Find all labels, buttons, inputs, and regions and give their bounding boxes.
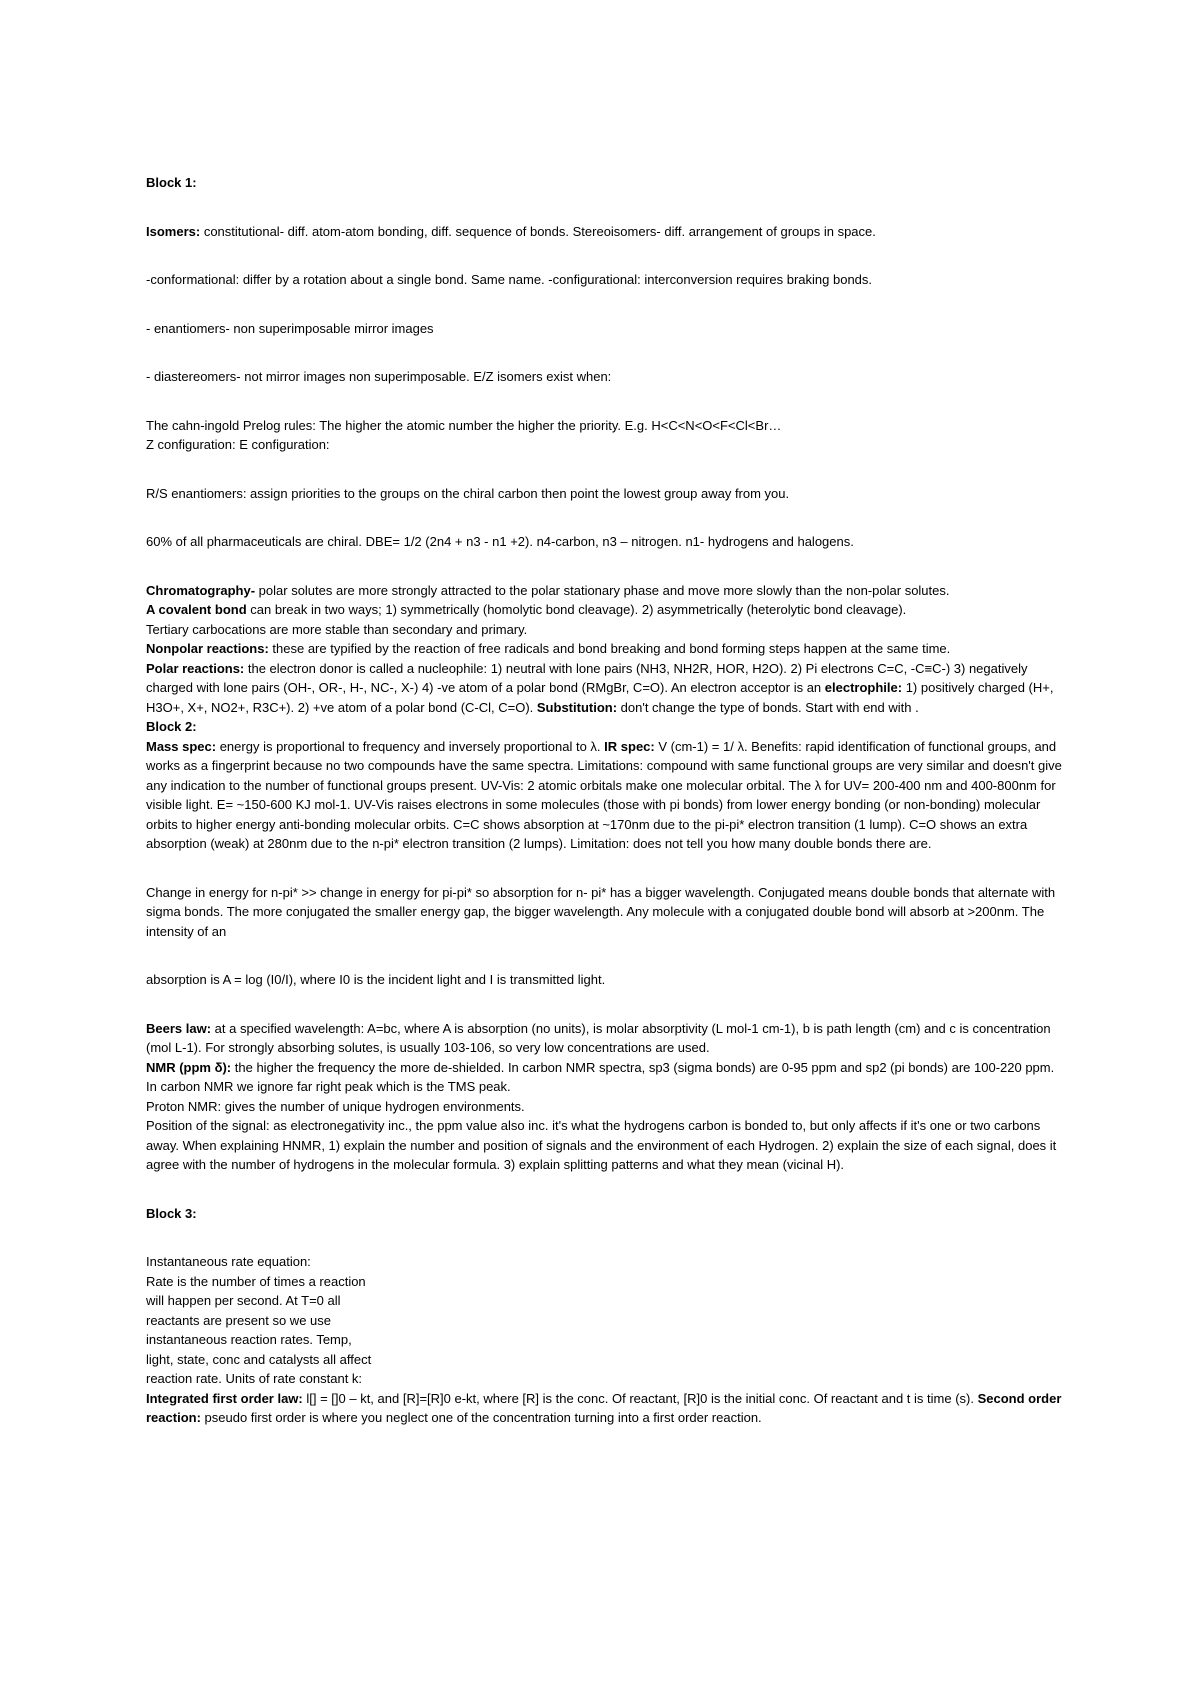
rate-equation-block bbox=[146, 1252, 406, 1389]
beers-law-paragraph: Beers law: at a specified wavelength: A=bc, where A is absorption (no units), is molar absorptivity (L mol-1 cm-1), b is path length (cm) and c is concentration (mol L-1). For strongly absorbing solutes, is usually 103-106, so very low concentrations are used. bbox=[146, 1020, 1051, 1055]
chromatography-paragraph: Chromatography- polar solutes are more strongly attracted to the polar stationary phase and move more slowly than the non-polar solutes. bbox=[146, 582, 950, 598]
conjugation-paragraph: Change in energy for n-pi* >> change in energy for pi-pi* so absorption for n- pi* has a bigger wavelength. Conjugated means double bonds that alternate with sigma bonds. The more conjugated the smaller energy gap, the bigger wavelength. Any molecule with a conjugated double bond will absorb at >200nm. The intensity of an bbox=[146, 884, 1056, 939]
polar-term: Polar reactions: bbox=[146, 660, 245, 676]
mass-spec-term: Mass spec: bbox=[146, 738, 217, 754]
dbe-paragraph: 60% of all pharmaceuticals are chiral. DBE= 1/2 (2n4 + n3 - n1 +2). n4-carbon, n3 – nitrogen. n1- hydrogens and halogens. bbox=[146, 534, 854, 549]
covalent-bond-paragraph: A covalent bond can break in two ways; 1) symmetrically (homolytic bond cleavage). 2) asymmetrically (heterolytic bond cleavage). bbox=[146, 602, 907, 617]
z-configuration-paragraph: Z configuration: E configuration: bbox=[146, 437, 330, 452]
rs-enantiomers-paragraph: R/S enantiomers: assign priorities to the groups on the chiral carbon then point the lowest group away from you. bbox=[146, 485, 790, 501]
nmr-term: NMR (ppm δ): bbox=[146, 1059, 232, 1075]
block1-heading: Block 1: bbox=[146, 175, 197, 190]
spectroscopy-paragraph: Mass spec: energy is proportional to frequency and inversely proportional to λ. IR spec: V (cm-1) = 1/ λ. Benefits: rapid identification of functional groups, and works as a fingerprint because no two compounds have the same spectra. Limitations: compound with same functional groups are very similar and doesn't give any indication to the number of functional groups present. UV-Vis: 2 atomic orbitals make one molecular orbital. The λ for UV= 200-400 nm and 400-800nm for visible light. E= ~150-600 KJ mol-1. UV-Vis raises electrons in some molecules (those with pi bonds) from lower energy bonding (or non-bonding) molecular orbits to higher energy anti-bonding molecular orbits. C=C shows absorption at ~170nm due to the pi-pi* electron transition (1 lump). C=O shows an extra absorption (weak) at 280nm due to the n-pi* electron transition (2 lumps). Limitation: does not tell you how many double bonds there are. bbox=[146, 738, 1062, 851]
integrated-law-paragraph: Integrated first order law: l[] = []0 – kt, and [R]=[R]0 e-kt, where [R] is the conc. Of reactant, [R]0 is the initial conc. Of reactant and t is time (s). Second order reaction: pseudo first order is where you neglect one of the concentration turning into a first order reaction. bbox=[146, 1390, 1062, 1425]
signal-position-paragraph: Position of the signal: as electronegativity inc., the ppm value also inc. it's what the hydrogens carbon is bonded to, but only affects if it's one or two carbons away. When explaining HNMR, 1) explain the number and position of signals and the environment of each Hydrogen. 2) explain the size of each signal, does it agree with the number of hydrogens in the molecular formula. 3) explain splitting patterns and what they mean (vicinal H). bbox=[146, 1118, 1057, 1172]
nmr-paragraph: NMR (ppm δ): the higher the frequency the more de-shielded. In carbon NMR spectra, sp3 (sigma bonds) are 0-95 ppm and sp2 (pi bonds) are 100-220 ppm. In carbon NMR we ignore far right peak which is the TMS peak. bbox=[146, 1059, 1055, 1094]
rate-line: Instantaneous rate equation: bbox=[146, 1254, 311, 1269]
block2-heading: Block 2: bbox=[146, 719, 197, 734]
rate-line: will happen per second. At T=0 all bbox=[146, 1293, 341, 1308]
isomers-term: Isomers: bbox=[146, 223, 201, 239]
proton-nmr-paragraph: Proton NMR: gives the number of unique hydrogen environments. bbox=[146, 1098, 525, 1114]
nonpolar-term: Nonpolar reactions: bbox=[146, 641, 269, 656]
document-body bbox=[146, 173, 1066, 1428]
block3-heading: Block 3: bbox=[146, 1205, 197, 1221]
rate-line: Rate is the number of times a reaction bbox=[146, 1273, 366, 1289]
rate-line: light, state, conc and catalysts all affect bbox=[146, 1351, 372, 1367]
carbocations-paragraph: Tertiary carbocations are more stable than secondary and primary. bbox=[146, 621, 528, 637]
rate-line: reactants are present so we use bbox=[146, 1312, 331, 1328]
nonpolar-paragraph: Nonpolar reactions: these are typified by the reaction of free radicals and bond breaking and bond forming steps happen at the same time. bbox=[146, 641, 951, 656]
second-order-term: Second order reaction: bbox=[146, 1390, 1062, 1425]
covalent-bond-term: A covalent bond bbox=[146, 602, 247, 617]
chromatography-term: Chromatography- bbox=[146, 582, 256, 598]
diastereomers-paragraph: - diastereomers- not mirror images non superimposable. E/Z isomers exist when: bbox=[146, 369, 612, 384]
absorption-paragraph: absorption is A = log (I0/I), where I0 is the incident light and I is transmitted light. bbox=[146, 972, 606, 987]
enantiomers-paragraph: - enantiomers- non superimposable mirror images bbox=[146, 320, 434, 336]
isomers-paragraph: Isomers: constitutional- diff. atom-atom bonding, diff. sequence of bonds. Stereoisomers- diff. arrangement of groups in space. bbox=[146, 223, 876, 239]
polar-paragraph: Polar reactions: the electron donor is called a nucleophile: 1) neutral with lone pairs (NH3, NH2R, HOR, H2O). 2) Pi electrons C=C, -C≡C-) 3) negatively charged with lone pairs (OH-, OR-, H-, NC-, X-) 4) -ve atom of a polar bond (RMgBr, C=O). An electron acceptor is an electrophile: 1) positively charged (H+, H3O+, X+, NO2+, R3C+). 2) +ve atom of a polar bond (C-Cl, C=O). Substitution: don't change the type of bonds. Start with end with . bbox=[146, 660, 1054, 715]
substitution-term: Substitution: bbox=[536, 699, 618, 715]
ir-spec-term: IR spec: bbox=[604, 738, 655, 754]
conformational-paragraph: -conformational: differ by a rotation about a single bond. Same name. -configurational: interconversion requires braking bonds. bbox=[146, 272, 873, 287]
electrophile-term: electrophile: bbox=[824, 680, 903, 695]
beers-law-term: Beers law: bbox=[146, 1020, 212, 1036]
rate-line: instantaneous reaction rates. Temp, bbox=[146, 1332, 352, 1347]
integrated-law-term: Integrated first order law: bbox=[146, 1390, 303, 1406]
cip-rules-paragraph: The cahn-ingold Prelog rules: The higher the atomic number the higher the priority. E.g. H<C<N<O<F<Cl<Br… bbox=[146, 417, 782, 433]
rate-line: reaction rate. Units of rate constant k: bbox=[146, 1371, 363, 1386]
